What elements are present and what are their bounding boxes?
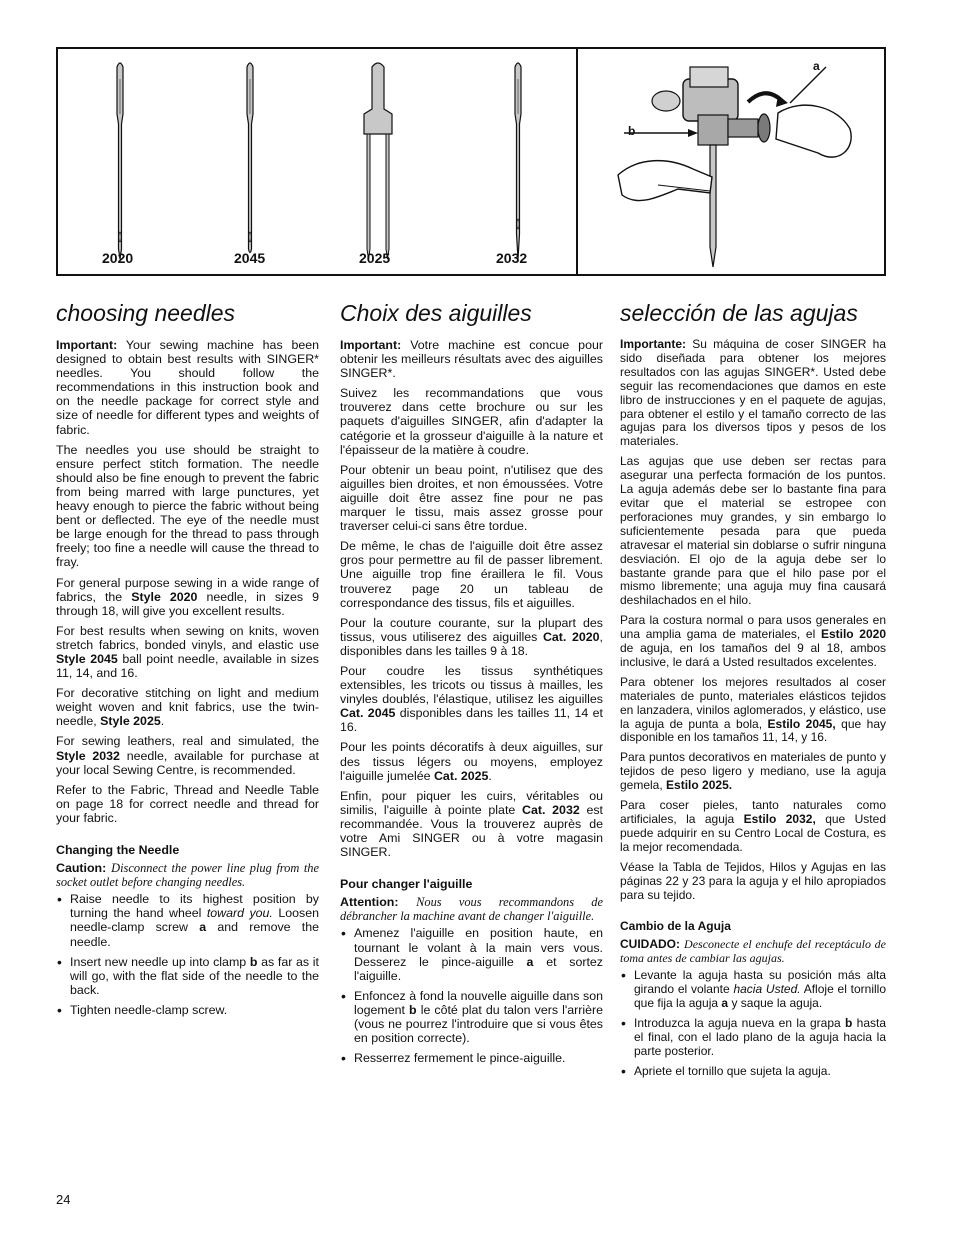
spanish-paragraph: Véase la Tabla de Tejidos, Hilos y Agujas en las páginas 22 y 23 para la aguja y el hilo apropiados para su tejido. [620,859,886,902]
spanish-paragraph: Las agujas que use deben ser rectas para asegurar una perfecta formación de los puntos. La aguja además debe ser lo bastante fina para evitar que el material se estropee con perforaciones muy grandes, y sin embargo lo suficientemente pesada para que pueda atravesar el material sin doblarse o sufrir ninguna desviación. El ojo de la aguja debe ser lo bastante grande para que el hilo pase por el mismo libremente; una aguja muy fina causará deshilachados en el hilo. [620,454,886,608]
spanish-paragraph: Para obtener los mejores resultados al coser materiales de punto, materiales elásticos tejidos en lanzadera, vinilos aglomerados, y elástico, use la aguja de punta a bola, Estilo 2045, que hay disponible en los tamaños 11, 14, y 16. [620,674,886,745]
list-item: • Resserrez fermement le pince-aiguille. [340,1051,603,1065]
page-number: 24 [56,1192,71,1207]
spanish-paragraph: Para puntos decorativos en materiales de punto y tejidos de peso ligero y mediano, use la aguja gemela, Estilo 2025. [620,750,886,793]
needle-figure [56,47,886,276]
french-column [340,300,603,1071]
english-paragraph: For sewing leathers, real and simulated, the Style 2032 needle, available for purchase at your local Sewing Centre, is recommended. [56,734,319,777]
spanish-column [620,300,886,1085]
french-caution: Attention: Nous vous recommandons de débrancher la machine avant de changer l'aiguille. [340,895,603,924]
french-title: Choix des aiguilles [340,300,532,326]
figure-label-a: a [813,59,820,73]
needle-label-2032: 2032 [496,250,528,266]
french-paragraph: Pour coudre les tissus synthétiques extensibles, les tricots ou tissus à mailles, les vinyles doublés, l'élastique, utilisez les aiguilles Cat. 2045 disponibles dans les tailles 11, 14 et 16. [340,663,603,735]
figure-label-b: b [628,124,636,138]
french-paragraph: Important: Votre machine est concue pour obtenir les meilleurs résultats avec des aiguilles SINGER*. [340,338,603,381]
twin-needle-2025-icon [358,59,398,264]
needle-2045-icon [238,59,262,264]
needle-label-2025: 2025 [359,250,391,266]
spanish-steps [620,969,886,1078]
french-paragraph: Pour obtenir un beau point, n'utilisez que des aiguilles bien droites, et non émoussées. Votre aiguille doit être assez fine pour ne pas marquer le tissu, mais assez grosse pour traverser celui-ci sans être tordue. [340,462,603,534]
needle-2032-icon [506,59,530,264]
needle-label-2045: 2045 [234,250,266,266]
english-paragraph: For decorative stitching on light and medium weight woven and knit fabrics, use the twin-needle, Style 2025. [56,686,319,729]
english-paragraph: For general purpose sewing in a wide range of fabrics, the Style 2020 needle, in sizes 9 through 18, will give you excellent results. [56,575,319,618]
spanish-caution: CUIDADO: Desconecte el enchufe del receptáculo de toma antes de cambiar las agujas. [620,937,886,966]
list-item: • Apriete el tornillo que sujeta la aguja. [620,1065,886,1079]
english-title: choosing needles [56,300,236,326]
french-paragraph: Suivez les recommandations que vous trouverez dans cette brochure ou sur les paquets d'aiguilles SINGER, afin d'adapter la catégorie et la grosseur d'aiguille à la nature et l'épaisseur de la matière à coudre. [340,386,603,457]
english-column [56,300,319,1023]
needle-label-2020: 2020 [102,250,134,266]
english-steps [56,892,319,1017]
french-steps [340,926,603,1065]
list-item: • Insert new needle up into clamp b as far as it will go, with the flat side of the needle to the back. [56,955,319,997]
list-item: • Amenez l'aiguille en position haute, en tournant le volant à la main vers vous. Desserez le pince-aiguille a et sortez l'aiguille. [340,926,603,982]
french-paragraph: Enfin, pour piquer les cuirs, véritables ou similis, l'aiguille à pointe plate Cat. 2032 est recommandée. Vous la trouverez auprès de votre Ami SINGER ou à votre magasin SINGER. [340,788,603,860]
spanish-paragraph: Para la costura normal o para usos generales en una amplia gama de materiales, el Estilo 2020 de aguja, en los tamaños del 9 al 18, ambos inclusive, le dará a Usted resultados excelentes. [620,613,886,669]
spanish-subheading: Cambio de la Aguja [620,919,731,934]
english-paragraph: Refer to the Fabric, Thread and Needle Table on page 18 for correct needle and thread for your fabric. [56,782,319,825]
french-paragraph: Pour la couture courante, sur la plupart des tissus, vous utiliserez des aiguilles Cat. 2020, disponibles dans les tailles 9 à 18. [340,615,603,658]
list-item: • Enfoncez à fond la nouvelle aiguille dans son logement b le côté plat du talon vers l'arrière (vous ne pourrez l'introduire que si vous êtes en position correcte). [340,989,603,1045]
english-paragraph: Important: Your sewing machine has been designed to obtain best results with SINGER* needles. You should follow the recommendations in this instruction book and on the needle package for correct style and size of needle for different types and weights of fabric. [56,338,320,437]
list-item: • Tighten needle-clamp screw. [56,1003,319,1017]
list-item: • Raise needle to its highest position by turning the hand wheel toward you. Loosen needle-clamp screw a and remove the needle. [56,892,319,948]
french-paragraph: De même, le chas de l'aiguille doit être assez gros pour permettre au fil de passer librement. Une aiguille trop fine éraillera le fil. Vous trouverez page 20 un tableau de correspondance des tissus, fils et aiguilles. [340,539,603,610]
french-subheading: Pour changer l'aiguille [340,877,473,892]
spanish-paragraph: Para coser pieles, tanto naturales como artificiales, la aguja Estilo 2032, que Usted puede adquirir en su Centro Local de Costura, es la mejor recomendada. [620,798,886,854]
needle-clamp-illustration-icon [598,57,868,272]
list-item: • Levante la aguja hasta su posición más alta girando el volante hacia Usted. Afloje el tornillo que fija la aguja a y saque la aguja. [620,969,886,1011]
english-caution: Caution: Disconnect the power line plug from the socket outlet before changing needles. [56,861,319,890]
english-paragraph: The needles you use should be straight to ensure perfect stitch formation. The needle should also be fine enough to prevent the fabric from being marred with large punctures, yet heavy enough to pierce the fabric without being bent or deflected. The eye of the needle must be large enough for the thread to pass through freely; too fine a needle will cause the thread to fray. [56,442,319,570]
list-item: • Introduzca la aguja nueva en la grapa b hasta el final, con el lado plano de la aguja hacia la parte posterior. [620,1017,886,1059]
english-subheading: Changing the Needle [56,843,180,857]
french-paragraph: Pour les points décoratifs à deux aiguilles, sur des tissus légers ou moyens, employez l'aiguille jumelée Cat. 2025. [340,740,603,783]
needle-2020-icon [108,59,132,264]
english-paragraph: For best results when sewing on knits, woven stretch fabrics, bonded vinyls, and elastic use Style 2045 ball point needle, available in sizes 11, 14, and 16. [56,623,319,681]
spanish-title: selección de las agujas [620,300,858,326]
spanish-paragraph: Importante: Su máquina de coser SINGER ha sido diseñada para obtener los mejores resultados con las agujas SINGER*. Usted debe seguir las recomendaciones que damos en este libro de instrucciones y en el paquete de agujas, para obtener el estilo y el tamaño correcto de las agujas para los diversos tipos y pesos de los materiales. [620,337,886,449]
figure-divider [576,49,578,274]
